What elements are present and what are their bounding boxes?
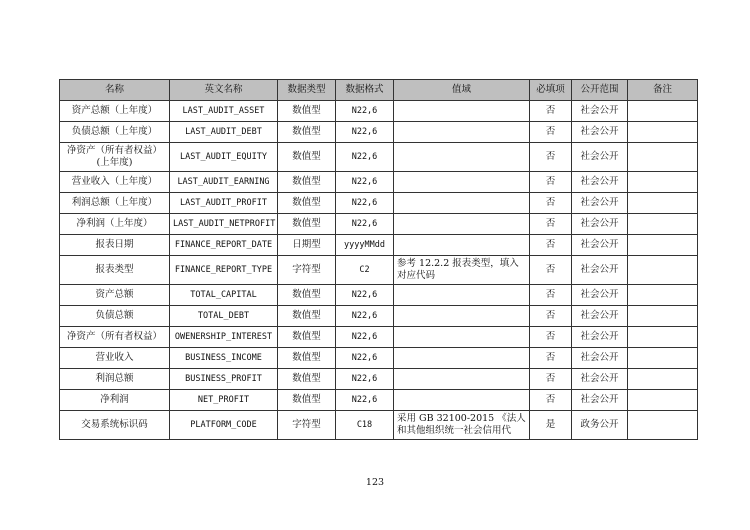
- table-header-row: [60, 80, 698, 101]
- cell-required: 否: [530, 327, 572, 348]
- table-row: [60, 390, 698, 411]
- cell-remarks: [628, 327, 698, 348]
- cell-public-scope: 社会公开: [572, 256, 628, 285]
- cell-english-name: FINANCE_REPORT_DATE: [170, 235, 278, 256]
- cell-required: 否: [530, 306, 572, 327]
- cell-remarks: [628, 193, 698, 214]
- header-data-format: 数据格式: [336, 80, 394, 101]
- table-row: [60, 306, 698, 327]
- cell-data-format: N22,6: [336, 306, 394, 327]
- cell-remarks: [628, 256, 698, 285]
- cell-data-type: 数值型: [278, 214, 336, 235]
- cell-data-type: 数值型: [278, 143, 336, 172]
- cell-required: 否: [530, 256, 572, 285]
- cell-remarks: [628, 235, 698, 256]
- cell-english-name: OWENERSHIP_INTEREST: [170, 327, 278, 348]
- table-row: [60, 348, 698, 369]
- page-number: 123: [365, 477, 385, 488]
- cell-value-domain: [394, 327, 530, 348]
- cell-required: 否: [530, 101, 572, 122]
- cell-name: 利润总额: [60, 369, 170, 390]
- table-row: [60, 172, 698, 193]
- cell-remarks: [628, 214, 698, 235]
- cell-data-format: C18: [336, 411, 394, 440]
- cell-name: 负债总额: [60, 306, 170, 327]
- cell-public-scope: 社会公开: [572, 143, 628, 172]
- cell-data-format: N22,6: [336, 327, 394, 348]
- cell-remarks: [628, 369, 698, 390]
- table-row: [60, 143, 698, 172]
- cell-name: 净资产（所有者权益）: [60, 327, 170, 348]
- cell-data-type: 数值型: [278, 172, 336, 193]
- table-row: [60, 327, 698, 348]
- cell-name: 报表类型: [60, 256, 170, 285]
- cell-value-domain: [394, 348, 530, 369]
- cell-english-name: TOTAL_DEBT: [170, 306, 278, 327]
- cell-data-type: 数值型: [278, 390, 336, 411]
- cell-english-name: LAST_AUDIT_DEBT: [170, 122, 278, 143]
- cell-data-format: N22,6: [336, 193, 394, 214]
- cell-public-scope: 社会公开: [572, 285, 628, 306]
- cell-remarks: [628, 122, 698, 143]
- cell-public-scope: 社会公开: [572, 327, 628, 348]
- cell-required: 否: [530, 193, 572, 214]
- cell-value-domain: [394, 143, 530, 172]
- cell-required: 是: [530, 411, 572, 440]
- field-spec-table: [59, 79, 698, 440]
- cell-english-name: NET_PROFIT: [170, 390, 278, 411]
- cell-value-domain: [394, 122, 530, 143]
- table-row: [60, 369, 698, 390]
- cell-english-name: LAST_AUDIT_NETPROFIT: [170, 214, 278, 235]
- cell-name: 净资产（所有者权益）(上年度): [60, 143, 170, 172]
- cell-required: 否: [530, 285, 572, 306]
- cell-english-name: LAST_AUDIT_EARNING: [170, 172, 278, 193]
- cell-public-scope: 社会公开: [572, 193, 628, 214]
- cell-data-format: yyyyMMdd: [336, 235, 394, 256]
- cell-data-format: N22,6: [336, 172, 394, 193]
- cell-remarks: [628, 348, 698, 369]
- cell-data-type: 日期型: [278, 235, 336, 256]
- cell-data-type: 数值型: [278, 122, 336, 143]
- header-remarks: 备注: [628, 80, 698, 101]
- header-required: 必填项: [530, 80, 572, 101]
- cell-data-type: 数值型: [278, 306, 336, 327]
- cell-value-domain: [394, 193, 530, 214]
- cell-public-scope: 社会公开: [572, 101, 628, 122]
- header-value-domain: 值域: [394, 80, 530, 101]
- cell-data-type: 字符型: [278, 411, 336, 440]
- cell-data-type: 数值型: [278, 101, 336, 122]
- cell-public-scope: 社会公开: [572, 306, 628, 327]
- cell-data-format: N22,6: [336, 122, 394, 143]
- cell-remarks: [628, 411, 698, 440]
- cell-value-domain: [394, 390, 530, 411]
- cell-required: 否: [530, 348, 572, 369]
- cell-name: 报表日期: [60, 235, 170, 256]
- cell-name: 交易系统标识码: [60, 411, 170, 440]
- table-row: [60, 193, 698, 214]
- cell-name: 利润总额（上年度）: [60, 193, 170, 214]
- table-row: [60, 235, 698, 256]
- cell-public-scope: 社会公开: [572, 348, 628, 369]
- cell-public-scope: 社会公开: [572, 390, 628, 411]
- cell-data-type: 数值型: [278, 369, 336, 390]
- cell-data-format: N22,6: [336, 214, 394, 235]
- cell-public-scope: 政务公开: [572, 411, 628, 440]
- cell-required: 否: [530, 122, 572, 143]
- cell-english-name: LAST_AUDIT_EQUITY: [170, 143, 278, 172]
- cell-name: 资产总额: [60, 285, 170, 306]
- cell-remarks: [628, 172, 698, 193]
- table-row: [60, 256, 698, 285]
- cell-data-format: C2: [336, 256, 394, 285]
- cell-data-type: 数值型: [278, 327, 336, 348]
- cell-english-name: PLATFORM_CODE: [170, 411, 278, 440]
- cell-data-format: N22,6: [336, 348, 394, 369]
- cell-data-format: N22,6: [336, 390, 394, 411]
- cell-name: 净利润（上年度）: [60, 214, 170, 235]
- cell-name: 负债总额（上年度）: [60, 122, 170, 143]
- cell-data-format: N22,6: [336, 143, 394, 172]
- cell-required: 否: [530, 143, 572, 172]
- cell-data-format: N22,6: [336, 101, 394, 122]
- cell-english-name: BUSINESS_PROFIT: [170, 369, 278, 390]
- cell-data-type: 数值型: [278, 193, 336, 214]
- header-data-type: 数据类型: [278, 80, 336, 101]
- table-row: [60, 101, 698, 122]
- cell-english-name: LAST_AUDIT_ASSET: [170, 101, 278, 122]
- cell-public-scope: 社会公开: [572, 172, 628, 193]
- cell-data-type: 数值型: [278, 285, 336, 306]
- cell-value-domain: 参考 12.2.2 报表类型，填入对应代码: [394, 256, 530, 285]
- cell-english-name: LAST_AUDIT_PROFIT: [170, 193, 278, 214]
- cell-public-scope: 社会公开: [572, 214, 628, 235]
- cell-value-domain: [394, 214, 530, 235]
- cell-data-type: 字符型: [278, 256, 336, 285]
- cell-required: 否: [530, 390, 572, 411]
- header-name: 名称: [60, 80, 170, 101]
- cell-value-domain: [394, 172, 530, 193]
- cell-remarks: [628, 306, 698, 327]
- cell-name: 营业收入: [60, 348, 170, 369]
- header-public-scope: 公开范围: [572, 80, 628, 101]
- cell-public-scope: 社会公开: [572, 235, 628, 256]
- cell-name: 资产总额（上年度）: [60, 101, 170, 122]
- cell-name: 营业收入（上年度）: [60, 172, 170, 193]
- cell-value-domain: [394, 369, 530, 390]
- cell-public-scope: 社会公开: [572, 122, 628, 143]
- cell-data-type: 数值型: [278, 348, 336, 369]
- cell-english-name: BUSINESS_INCOME: [170, 348, 278, 369]
- cell-remarks: [628, 143, 698, 172]
- cell-english-name: TOTAL_CAPITAL: [170, 285, 278, 306]
- cell-remarks: [628, 101, 698, 122]
- cell-value-domain: 采用 GB 32100-2015 《法人和其他组织统一社会信用代: [394, 411, 530, 440]
- header-english-name: 英文名称: [170, 80, 278, 101]
- cell-required: 否: [530, 235, 572, 256]
- cell-data-format: N22,6: [336, 285, 394, 306]
- cell-value-domain: [394, 101, 530, 122]
- table-row: [60, 214, 698, 235]
- cell-remarks: [628, 390, 698, 411]
- cell-name: 净利润: [60, 390, 170, 411]
- table-row: [60, 122, 698, 143]
- cell-remarks: [628, 285, 698, 306]
- cell-value-domain: [394, 235, 530, 256]
- cell-english-name: FINANCE_REPORT_TYPE: [170, 256, 278, 285]
- cell-value-domain: [394, 306, 530, 327]
- cell-value-domain: [394, 285, 530, 306]
- cell-required: 否: [530, 369, 572, 390]
- table-row: [60, 285, 698, 306]
- cell-required: 否: [530, 214, 572, 235]
- table-row: [60, 411, 698, 440]
- cell-data-format: N22,6: [336, 369, 394, 390]
- cell-public-scope: 社会公开: [572, 369, 628, 390]
- cell-required: 否: [530, 172, 572, 193]
